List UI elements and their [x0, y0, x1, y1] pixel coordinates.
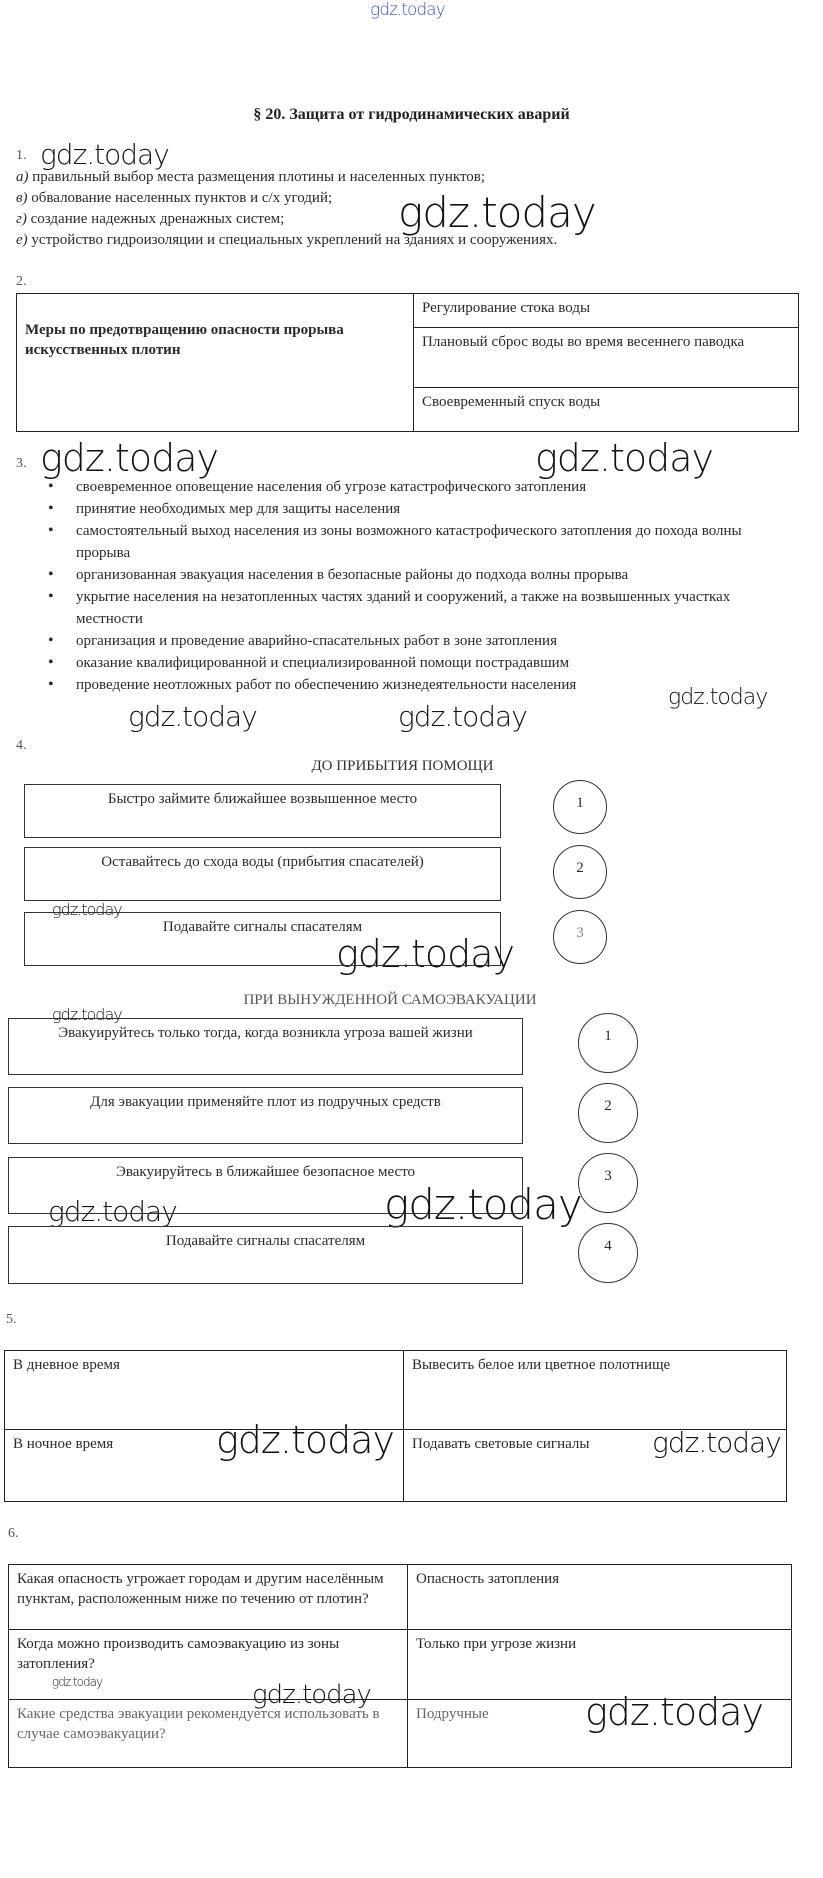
table-cell: Только при угрозе жизни — [408, 1630, 792, 1700]
table-cell: В ночное время — [5, 1430, 404, 1502]
watermark: gdz.today — [52, 1005, 122, 1024]
list-item: • укрытие населения на незатопленных частях зданий и сооружений, а также на возвышенных участках местности — [48, 586, 788, 630]
answer-letter: а) — [16, 169, 29, 185]
answer-text: обвалование населенных пунктов и с/х угодий; — [31, 190, 333, 206]
step-number-circle: 2 — [553, 845, 607, 899]
answer-text: правильный выбор места размещения плотины и населенных пунктов; — [32, 169, 486, 185]
watermark: gdz.today — [52, 900, 122, 919]
answer-text: устройство гидроизоляции и специальных укреплений на зданиях и сооружениях. — [31, 232, 558, 248]
question-number: 4. — [16, 738, 27, 753]
step-number-circle: 1 — [578, 1013, 638, 1073]
measures-table — [16, 293, 799, 432]
answer-line — [16, 211, 284, 228]
question-number: 2. — [16, 274, 27, 289]
table-cell: Регулирование стока воды — [414, 294, 799, 328]
table-cell: Опасность затопления — [408, 1565, 792, 1630]
list-item: • своевременное оповещение населения об угрозе катастрофического затопления — [48, 476, 788, 498]
list-item: • самостоятельный выход населения из зоны возможного катастрофического затопления до похода волны прорыва — [48, 520, 788, 564]
section-heading: ПРИ ВЫНУЖДЕННОЙ САМОЭВАКУАЦИИ — [243, 992, 537, 1008]
table-cell: Какая опасность угрожает городам и другим населённым пунктам, расположенным ниже по течению от плотин? — [9, 1565, 408, 1630]
question-number: 6. — [8, 1526, 19, 1541]
watermark: gdz.today — [336, 932, 514, 976]
watermark: gdz.today — [128, 700, 257, 733]
watermark: gdz.today — [398, 700, 527, 733]
answer-letter: г) — [16, 211, 27, 227]
table-cell: Своевременный спуск воды — [414, 388, 799, 432]
watermark: gdz.today — [48, 1195, 177, 1228]
answer-line — [16, 232, 557, 249]
table-cell: Плановый сброс воды во время весеннего паводка — [414, 328, 799, 388]
watermark: gdz.today — [384, 1180, 582, 1229]
watermark: gdz.today — [216, 1418, 394, 1462]
answer-letter: е) — [16, 232, 28, 248]
step-box: Быстро займите ближайшее возвышенное место — [24, 784, 501, 838]
answer-line — [16, 190, 332, 207]
page-title: § 20. Защита от гидродинамических аварий — [253, 106, 570, 123]
list-item: • оказание квалифицированной и специализированной помощи пострадавшим — [48, 652, 788, 674]
qa-table — [8, 1564, 792, 1768]
step-box: Эвакуируйтесь в ближайшее безопасное место — [8, 1157, 523, 1214]
step-number-circle: 3 — [553, 910, 607, 964]
watermark: gdz.today — [52, 1675, 103, 1689]
table-cell: Меры по предотвращению опасности прорыва искусственных плотин — [17, 294, 414, 432]
watermark: gdz.today — [40, 138, 169, 171]
list-item: • проведение неотложных работ по обеспечению жизнедеятельности населения — [48, 674, 788, 696]
step-number-circle: 1 — [553, 780, 607, 834]
table-cell: В дневное время — [5, 1351, 404, 1430]
watermark: gdz.today — [668, 685, 768, 710]
step-box: Подавайте сигналы спасателям — [8, 1226, 523, 1284]
table-cell: Подавать световые сигналы — [404, 1430, 787, 1502]
watermark: gdz.today — [370, 0, 445, 20]
watermark: gdz.today — [652, 1426, 781, 1459]
step-number-circle: 3 — [578, 1153, 638, 1213]
list-item: • организация и проведение аварийно-спасательных работ в зоне затопления — [48, 630, 788, 652]
step-box: Эвакуируйтесь только тогда, когда возникла угроза вашей жизни — [8, 1018, 523, 1075]
answer-line — [16, 169, 485, 186]
watermark: gdz.today — [535, 436, 713, 480]
list-item: • организованная эвакуация населения в безопасные районы до подхода волны прорыва — [48, 564, 788, 586]
question-number: 1. — [16, 148, 27, 163]
question-number: 5. — [6, 1312, 17, 1327]
step-box: Для эвакуации применяйте плот из подручных средств — [8, 1087, 523, 1144]
question-number: 3. — [16, 456, 27, 471]
watermark: gdz.today — [40, 436, 218, 480]
step-number-circle: 2 — [578, 1083, 638, 1143]
answer-letter: в) — [16, 190, 28, 206]
list-item: • принятие необходимых мер для защиты населения — [48, 498, 788, 520]
answer-text: создание надежных дренажных систем; — [30, 211, 285, 227]
watermark: gdz.today — [252, 1680, 371, 1710]
watermark: gdz.today — [585, 1690, 763, 1734]
bullet-list — [48, 476, 788, 696]
table-cell: Когда можно производить самоэвакуацию из зоны затопления? — [9, 1630, 408, 1700]
step-box: Оставайтесь до схода воды (прибытия спасателей) — [24, 847, 501, 901]
table-cell: Какие средства эвакуации рекомендуется использовать в случае самоэвакуации? — [9, 1700, 408, 1768]
step-box: Подавайте сигналы спасателям — [24, 912, 501, 966]
table-cell: Подручные — [408, 1700, 792, 1768]
watermark: gdz.today — [398, 188, 596, 237]
section-heading: ДО ПРИБЫТИЯ ПОМОЩИ — [311, 758, 494, 774]
step-number-circle: 4 — [578, 1223, 638, 1283]
table-cell: Вывесить белое или цветное полотнище — [404, 1351, 787, 1430]
